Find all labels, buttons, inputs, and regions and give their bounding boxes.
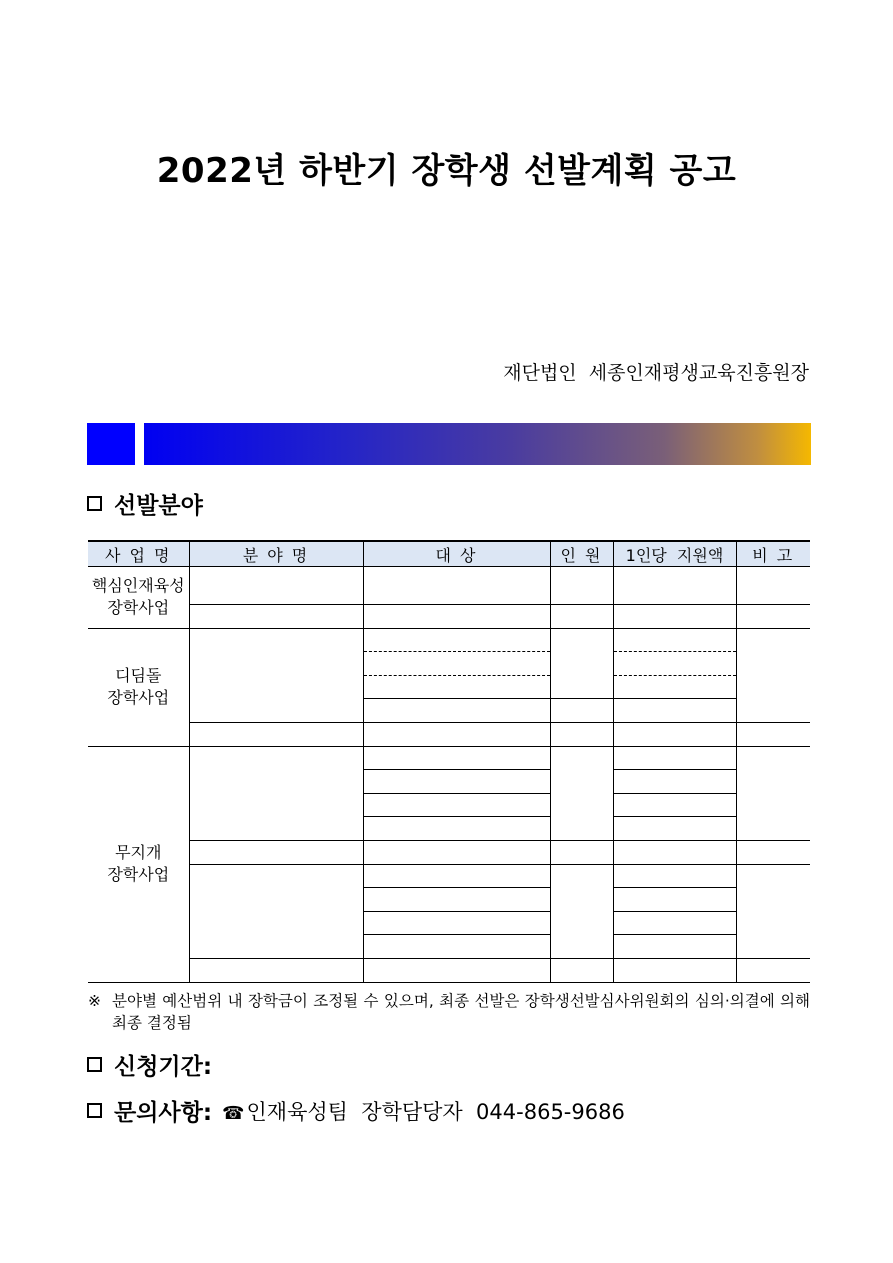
reference-mark: ※ [88, 992, 101, 1010]
header-remarks: 비 고 [736, 541, 810, 567]
table-cell [613, 567, 736, 605]
header-count: 인 원 [550, 541, 613, 567]
table-cell [363, 746, 550, 770]
table-cell [189, 722, 363, 746]
table-cell [736, 605, 810, 629]
table-cell [363, 628, 550, 652]
table-cell [189, 840, 363, 864]
table-cell [189, 605, 363, 629]
table-cell [363, 888, 550, 912]
table-row [88, 567, 810, 605]
section-label: 신청기간: [114, 1054, 213, 1080]
table-cell [550, 864, 613, 958]
table-cell [363, 911, 550, 935]
table-row [88, 722, 810, 746]
table-cell [613, 793, 736, 817]
table-cell [736, 958, 810, 982]
table-row [88, 840, 810, 864]
table-row [88, 958, 810, 982]
table-cell [613, 699, 736, 723]
table-cell [736, 840, 810, 864]
table-cell [363, 864, 550, 888]
table-cell [613, 958, 736, 982]
table-cell [363, 722, 550, 746]
table-cell [613, 888, 736, 912]
table-cell [363, 935, 550, 959]
section-inquiry [87, 1094, 625, 1127]
table-cell [189, 628, 363, 722]
phone-icon: ☎ [222, 1102, 245, 1124]
table-cell [613, 722, 736, 746]
table-cell [550, 958, 613, 982]
organization-name: 재단법인 세종인재평생교육진흥원장 [503, 362, 809, 384]
table-cell [363, 652, 550, 676]
table-cell [550, 699, 613, 723]
table-row [88, 628, 810, 652]
table-cell [613, 652, 736, 676]
table-cell [363, 770, 550, 794]
page-title: 2022년 하반기 장학생 선발계획 공고 [156, 151, 737, 191]
checkbox-square-icon [87, 1103, 102, 1118]
table-cell [189, 746, 363, 840]
contact-text: 인재육성팀 장학담당자 044-865-9686 [246, 1099, 625, 1124]
contact-info [222, 1096, 625, 1126]
table-cell [550, 567, 613, 605]
table-cell [550, 840, 613, 864]
checkbox-square-icon [87, 1057, 102, 1072]
table-cell [736, 567, 810, 605]
decorative-bar-square [87, 423, 135, 465]
decorative-gradient-bar [144, 423, 811, 465]
header-field: 분 야 명 [189, 541, 363, 567]
table-cell [550, 628, 613, 699]
table-cell [613, 817, 736, 841]
table-cell [363, 840, 550, 864]
table-cell [613, 605, 736, 629]
table-cell [363, 958, 550, 982]
table-row [88, 746, 810, 770]
checkbox-square-icon [87, 496, 102, 511]
table-cell [736, 722, 810, 746]
category-stepping: 디딤돌 장학사업 [88, 628, 189, 746]
section-selection-field [87, 487, 203, 520]
table-cell [363, 567, 550, 605]
section-label: 선발분야 [114, 493, 203, 519]
table-cell [736, 746, 810, 840]
category-rainbow: 무지개 장학사업 [88, 746, 189, 982]
table-cell [363, 793, 550, 817]
table-cell [363, 699, 550, 723]
table-row [88, 605, 810, 629]
table-cell [363, 817, 550, 841]
table-cell [363, 605, 550, 629]
table-cell [736, 864, 810, 958]
table-cell [363, 675, 550, 699]
table-cell [189, 567, 363, 605]
table-header-row [88, 541, 810, 567]
header-program: 사 업 명 [88, 541, 189, 567]
section-application-period [87, 1048, 212, 1081]
table-cell [613, 864, 736, 888]
table-row [88, 864, 810, 888]
table-cell [613, 770, 736, 794]
header-amount: 1인당 지원액 [613, 541, 736, 567]
table-cell [613, 840, 736, 864]
table-cell [550, 605, 613, 629]
table-cell [189, 864, 363, 958]
footnote-text: 분야별 예산범위 내 장학금이 조정될 수 있으며, 최종 선발은 장학생선발심사위원회의 심의·의결에 의해 최종 결정됨 [112, 992, 810, 1032]
table-cell [189, 958, 363, 982]
table-cell [736, 628, 810, 722]
table-cell [613, 746, 736, 770]
table-cell [550, 746, 613, 840]
header-target: 대 상 [363, 541, 550, 567]
selection-table [88, 540, 810, 983]
footnote [88, 990, 810, 1034]
category-core: 핵심인재육성 장학사업 [88, 567, 189, 629]
table-cell [613, 628, 736, 652]
section-label: 문의사항: [114, 1100, 213, 1126]
table-cell [613, 935, 736, 959]
table-cell [613, 675, 736, 699]
table-cell [550, 722, 613, 746]
table-cell [613, 911, 736, 935]
